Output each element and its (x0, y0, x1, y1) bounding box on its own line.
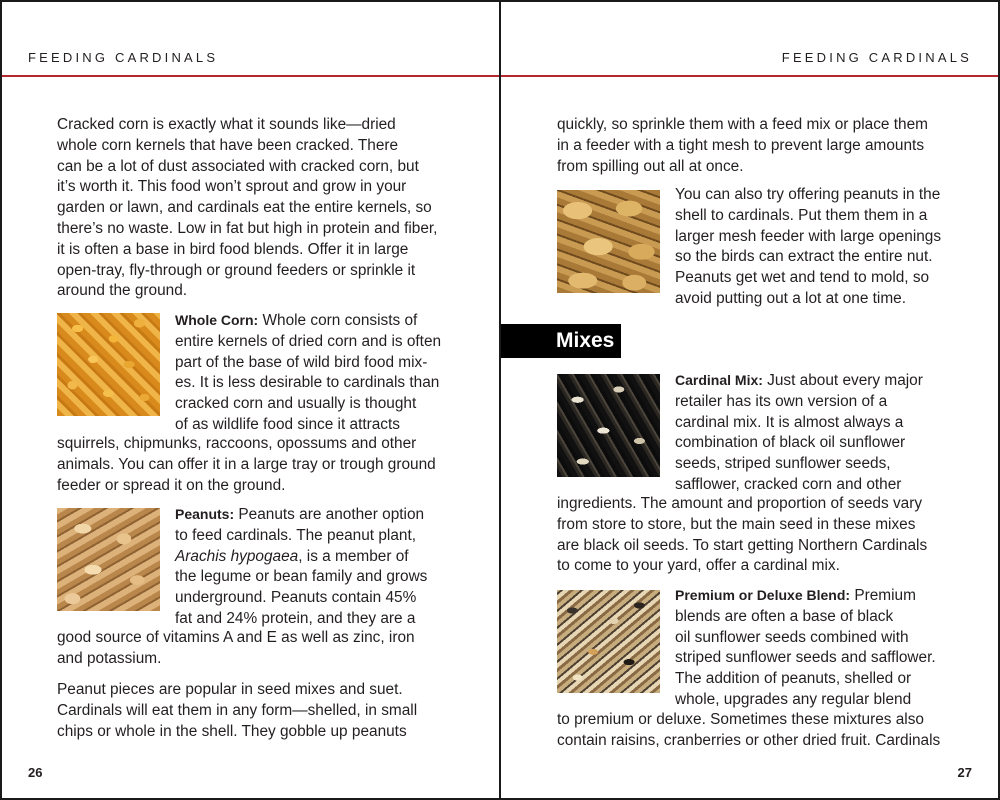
text-line: Peanuts get wet and tend to mold, so (675, 269, 930, 287)
text-line: es. It is less desirable to cardinals than (175, 374, 440, 392)
premium-blend-heading: Premium or Deluxe Blend: (675, 587, 851, 603)
text-line: are black oil seeds. To start getting Northern Cardinals (557, 536, 928, 554)
header-rule-left (0, 75, 500, 77)
text-line: animals. You can offer it in a large tray or trough ground (57, 455, 436, 473)
cardinal-mix-photo (557, 374, 660, 477)
premium-blend-wrap-text (675, 585, 945, 711)
continued-paragraph (557, 115, 943, 177)
text-line: the legume or bean family and grows (175, 568, 428, 586)
peanuts-in-shell-photo (557, 190, 660, 293)
text-line: quickly, so sprinkle them with a feed mix or place them (557, 116, 928, 133)
book-spine (499, 0, 501, 800)
text-line: Cardinals will eat them in any form—shelled, in small (57, 701, 418, 719)
premium-blend-photo (557, 590, 660, 693)
peanuts-full-text (57, 628, 443, 670)
text-line: , is a member of (298, 547, 409, 565)
text-line: whole corn kernels that have been cracked. There (57, 136, 399, 154)
cardinal-mix-heading: Cardinal Mix: (675, 372, 763, 388)
text-line: Peanuts are another option (234, 506, 425, 523)
text-line: Just about every major (762, 372, 923, 389)
text-line: garden or lawn, and cardinals eat the entire kernels, so (57, 199, 432, 217)
text-line: blends are often a base of black (675, 607, 894, 625)
text-line: so the birds can extract the entire nut. (675, 248, 933, 266)
text-line: The addition of peanuts, shelled or (675, 670, 912, 688)
section-title-mixes: Mixes (500, 324, 621, 358)
text-line: can be a lot of dust associated with cracked corn, but (57, 157, 419, 175)
right-page (500, 0, 1000, 800)
text-line: open-tray, fly-through or ground feeders or sprinkle it (57, 261, 416, 279)
whole-corn-wrap-text (175, 310, 445, 436)
text-line: cracked corn and usually is thought (175, 395, 417, 413)
text-line: combination of black oil sunflower (675, 434, 906, 452)
header-rule-right (500, 75, 1000, 77)
text-line: You can also try offering peanuts in the (675, 186, 941, 203)
text-line: larger mesh feeder with large openings (675, 227, 942, 245)
text-line: fat and 24% protein, and they are a (175, 609, 416, 627)
text-line: from spilling out all at once. (557, 157, 744, 175)
whole-corn-full-text (57, 434, 443, 496)
text-line: retailer has its own version of a (675, 392, 888, 410)
text-line: Whole corn consists of (258, 312, 418, 329)
text-line: Cracked corn is exactly what it sounds like—dried (57, 116, 396, 133)
text-line: safflower, cracked corn and other (675, 475, 902, 493)
premium-blend-full-text (557, 710, 943, 752)
whole-corn-photo (57, 313, 160, 416)
peanuts-heading: Peanuts: (175, 506, 235, 522)
text-line: Premium (850, 587, 916, 604)
text-line: to come to your yard, offer a cardinal mix. (557, 557, 840, 575)
text-line: shell to cardinals. Put them them in a (675, 206, 928, 224)
text-line: oil sunflower seeds combined with (675, 628, 909, 646)
text-line: part of the base of wild bird food mix- (175, 353, 428, 371)
page-number-right: 27 (957, 765, 972, 780)
text-line: from store to store, but the main seed in these mixes (557, 515, 916, 533)
cardinal-mix-full-text (557, 494, 943, 577)
peanut-pieces-photo (57, 508, 160, 611)
peanut-pieces-paragraph (57, 680, 443, 742)
text-line: whole, upgrades any regular blend (675, 690, 912, 708)
running-head-left: FEEDING CARDINALS (28, 50, 219, 65)
text-line: striped sunflower seeds and safflower. (675, 649, 936, 667)
peanuts-wrap-text (175, 504, 445, 630)
cardinal-mix-wrap-text (675, 370, 945, 496)
cracked-corn-paragraph (57, 115, 443, 302)
text-line: underground. Peanuts contain 45% (175, 589, 417, 607)
text-line: around the ground. (57, 282, 188, 300)
text-line: contain raisins, cranberries or other dried fruit. Cardinals (557, 731, 941, 749)
in-shell-wrap-text (675, 185, 945, 310)
text-line: ingredients. The amount and proportion of seeds vary (557, 495, 923, 512)
text-line: and potassium. (57, 649, 162, 667)
text-line: Peanut pieces are popular in seed mixes and suet. (57, 681, 403, 698)
text-line: it’s worth it. This food won’t sprout and grow in your (57, 178, 407, 196)
text-line: in a feeder with a tight mesh to prevent large amounts (557, 136, 925, 154)
text-line: to premium or deluxe. Sometimes these mixtures also (557, 711, 924, 728)
text-line: squirrels, chipmunks, raccoons, opossums and other (57, 435, 417, 452)
text-line: entire kernels of dried corn and is often (175, 332, 442, 350)
running-head-right: FEEDING CARDINALS (781, 50, 972, 65)
text-line: good source of vitamins A and E as well as zinc, iron (57, 629, 415, 646)
text-line: of as wildlife food since it attracts (175, 415, 400, 433)
text-line: to feed cardinals. The peanut plant, (175, 526, 417, 544)
text-line: feeder or spread it on the ground. (57, 476, 286, 494)
text-line: it is often a base in bird food blends. Offer it in large (57, 240, 409, 258)
species-name: Arachis hypogaea (175, 547, 299, 565)
text-line: seeds, striped sunflower seeds, (675, 455, 891, 473)
text-line: avoid putting out a lot at one time. (675, 289, 907, 307)
text-line: chips or whole in the shell. They gobble up peanuts (57, 722, 407, 740)
page-number-left: 26 (28, 765, 43, 780)
text-line: cardinal mix. It is almost always a (675, 413, 904, 431)
whole-corn-heading: Whole Corn: (175, 312, 259, 328)
text-line: there’s no waste. Low in fat but high in protein and fiber, (57, 219, 438, 237)
